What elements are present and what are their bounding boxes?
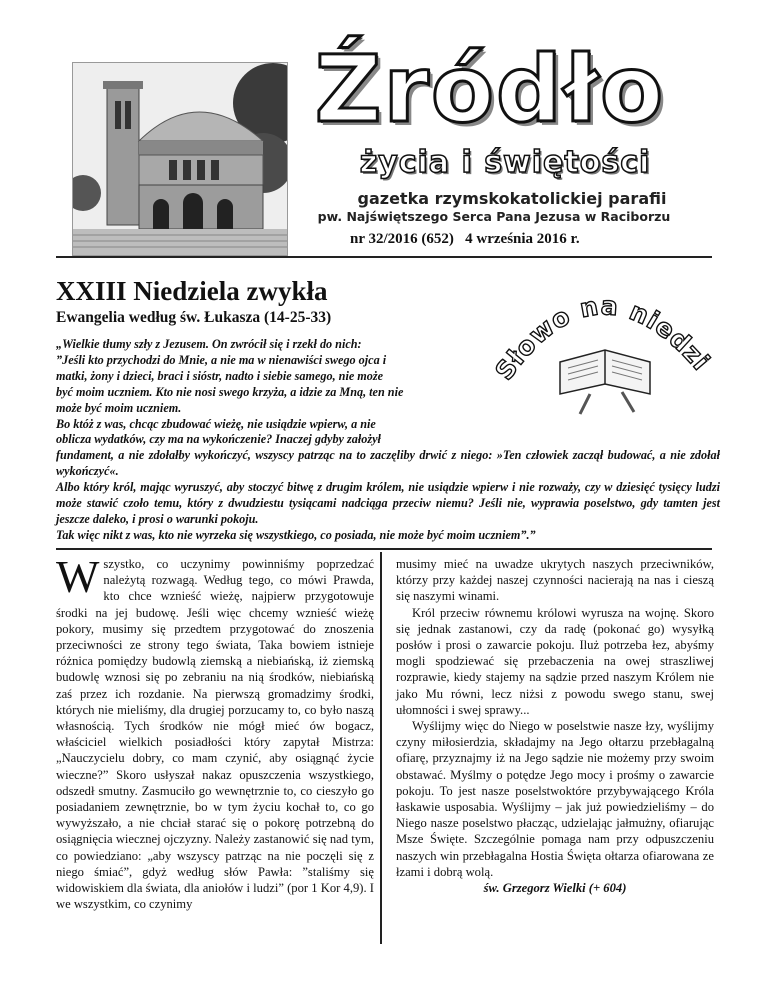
gospel-line: oblicza wydatków, czy ma na wykończenie? Inaczej gdyby założył xyxy=(56,432,381,447)
gospel-line: być moim uczniem. Kto nie nosi swego krzyża, a idzie za Mną, ten nie xyxy=(56,384,404,399)
gospel-reference: Ewangelia według św. Łukasza (14-25-33) xyxy=(56,309,332,326)
gospel-text xyxy=(56,337,720,544)
commentary-paragraph: musimy mieć na uwadze ukrytych naszych przeciwników, którzy przy każdej naszej czynności nacierają na nas i cieszą się naszymi winami. xyxy=(396,557,714,604)
masthead-title: Źródło xyxy=(314,36,666,143)
gospel-line: Albo który król, mając wyruszyć, aby stoczyć bitwę z drugim królem, nie usiądzie wpierw i nie rozważy, czy w dziesięć tysięcy ludzi może stawić czoło temu, który z dwudziestu tysiącami nadciąga przeciw niemu? Jeśli nie, wyprawia poselstwo, gdy tamten jest jeszcze daleko, i prosi o warunki pokoju. xyxy=(56,480,720,526)
masthead-parish: pw. Najświętszego Serca Pana Jezusa w Raciborzu xyxy=(317,209,671,224)
gospel-line: ”Jeśli kto przychodzi do Mnie, a nie ma w nienawiści swego ojca i xyxy=(56,352,387,367)
commentary-column-2 xyxy=(396,556,714,896)
commentary-paragraph: Król przeciw równemu królowi wyrusza na wojnę. Skoro się jednak zastanowi, czy da radę (pokonać go) wysyłką posłów i prosi o zawarcie pokoju. Iluż potrzeba łez, abyśmy mogli spodziewać się przebaczenia na owej straszliwej rozprawie, kiedy stajemy na sądzie przed naszym Królem nie jako Mu równi, lecz niżsi z powodu swego stanu, swej ułomności i swej sprawy... xyxy=(396,605,714,717)
gospel-line: Tak więc nikt z was, kto nie wyrzeka się wszystkiego, co posiada, nie może być moim uczniem”.” xyxy=(56,527,536,542)
commentary-column-1 xyxy=(56,551,374,912)
masthead-tagline: gazetka rzymskokatolickiej parafii xyxy=(357,189,667,208)
commentary-paragraph: Wyślijmy więc do Niego w poselstwie nasze łzy, wyślijmy czyny miłosierdzia, składajmy na Jego ołtarzu przebłagalną ofiarę, przyznajmy iż na Jego sądzie nie możemy przy swoim obstawać. Myślmy o potędze Jego mocy i prośmy o zawarcie pokoju. To jest nasze poselstwoktóre przybywającego Króla łaskawie usposabia. Wyślijmy – jak już powiedzieliśmy – do Niego nasze poselstwo płacząc, udzielając jałmużny, ofiarując Msze Święte. Szczególnie pomaga nam przy odpuszczeniu naszych win przebłagalna Hostia Święta ołtarza ofiarowana ze łzami i dobrą wolą. xyxy=(396,719,714,879)
header-divider xyxy=(56,256,712,258)
issue-date: 4 września 2016 r. xyxy=(465,231,580,247)
church-photo xyxy=(72,62,288,256)
drop-cap: W xyxy=(56,551,100,602)
issue-number: nr 32/2016 (652) xyxy=(350,231,454,247)
gospel-line: fundament, a nie zdołałby wykończyć, wszyscy patrząc na to zaczęliby drwić z niego: »Ten człowiek zaczął budować, a nie zdołał wykończyć«. xyxy=(56,448,720,479)
gospel-line: może być moim uczniem. xyxy=(56,400,182,415)
column-divider xyxy=(380,552,382,944)
gospel-line: „Wielkie tłumy szły z Jezusem. On zwrócił się i rzekł do nich: xyxy=(56,337,362,351)
article-title: XXIII Niedziela zwykła xyxy=(56,276,328,306)
gospel-line: matki, żony i dzieci, braci i sióstr, nadto i siebie samego, nie może xyxy=(56,368,384,383)
issue-info xyxy=(350,231,580,248)
commentary-paragraph xyxy=(56,551,374,912)
gospel-line: Bo któż z was, chcąc zbudować wieżę, nie usiądzie wpierw, a nie xyxy=(56,416,376,431)
gospel-divider xyxy=(56,548,712,550)
masthead-subtitle: życia i świętości xyxy=(359,145,651,180)
commentary-text: szystko, co uczynimy powinniśmy poprzedzać należytą rozwagą. Według tego, co mówi Prawda, kto chce wznieść wieżę, najpierw przygotowuje środki na jej budowę. Jeśli więc chcemy wznieść wieżę pokory, musimy się przedtem przygotować do znoszenia przeciwności ze strony tego świata, Taka bowiem istnieje różnica pomiędzy budowlą ziemską a niebiańską, iż ziemską budowlę wznosi się po zebraniu na nią środków, niebiańską zaś przez ich rozdanie. Na pierwszą gromadzimy środki, których nie mieliśmy, dla drugiej porzucamy to, co było naszą własnością. Tych środków nie mógł mieć ów bogacz, właściciel wielkich posiadłości który zapytał Mistrza: „Nauczycielu dobry, co mam czynić, aby osiągnąć życie wieczne?” Skoro usłyszał nakaz opuszczenia wszystkiego, odszedł smutny. Zasmuciło go wewnętrznie to, co cieszyło go posiadaniem zewnętrznie, bo w tym życiu kochał to, co go wywyższało, a nie chciał starać się o pokorę potrzebną do osiągnięcia wiecznej ojczyzny. Należy zastanowić się nad tym, co powiedziano: „aby wszyscy patrząc na nie poczęli się z niego śmiać”, gdyż według słów Pawła: ”staliśmy się widowiskiem dla świata, dla aniołów i ludzi” (por 1 Kor 4,9). I we wszystkim, co czynimy xyxy=(56,557,374,912)
badge-text: Słowo na niedzi xyxy=(489,291,716,386)
signature: św. Grzegorz Wielki (+ 604) xyxy=(483,881,627,896)
